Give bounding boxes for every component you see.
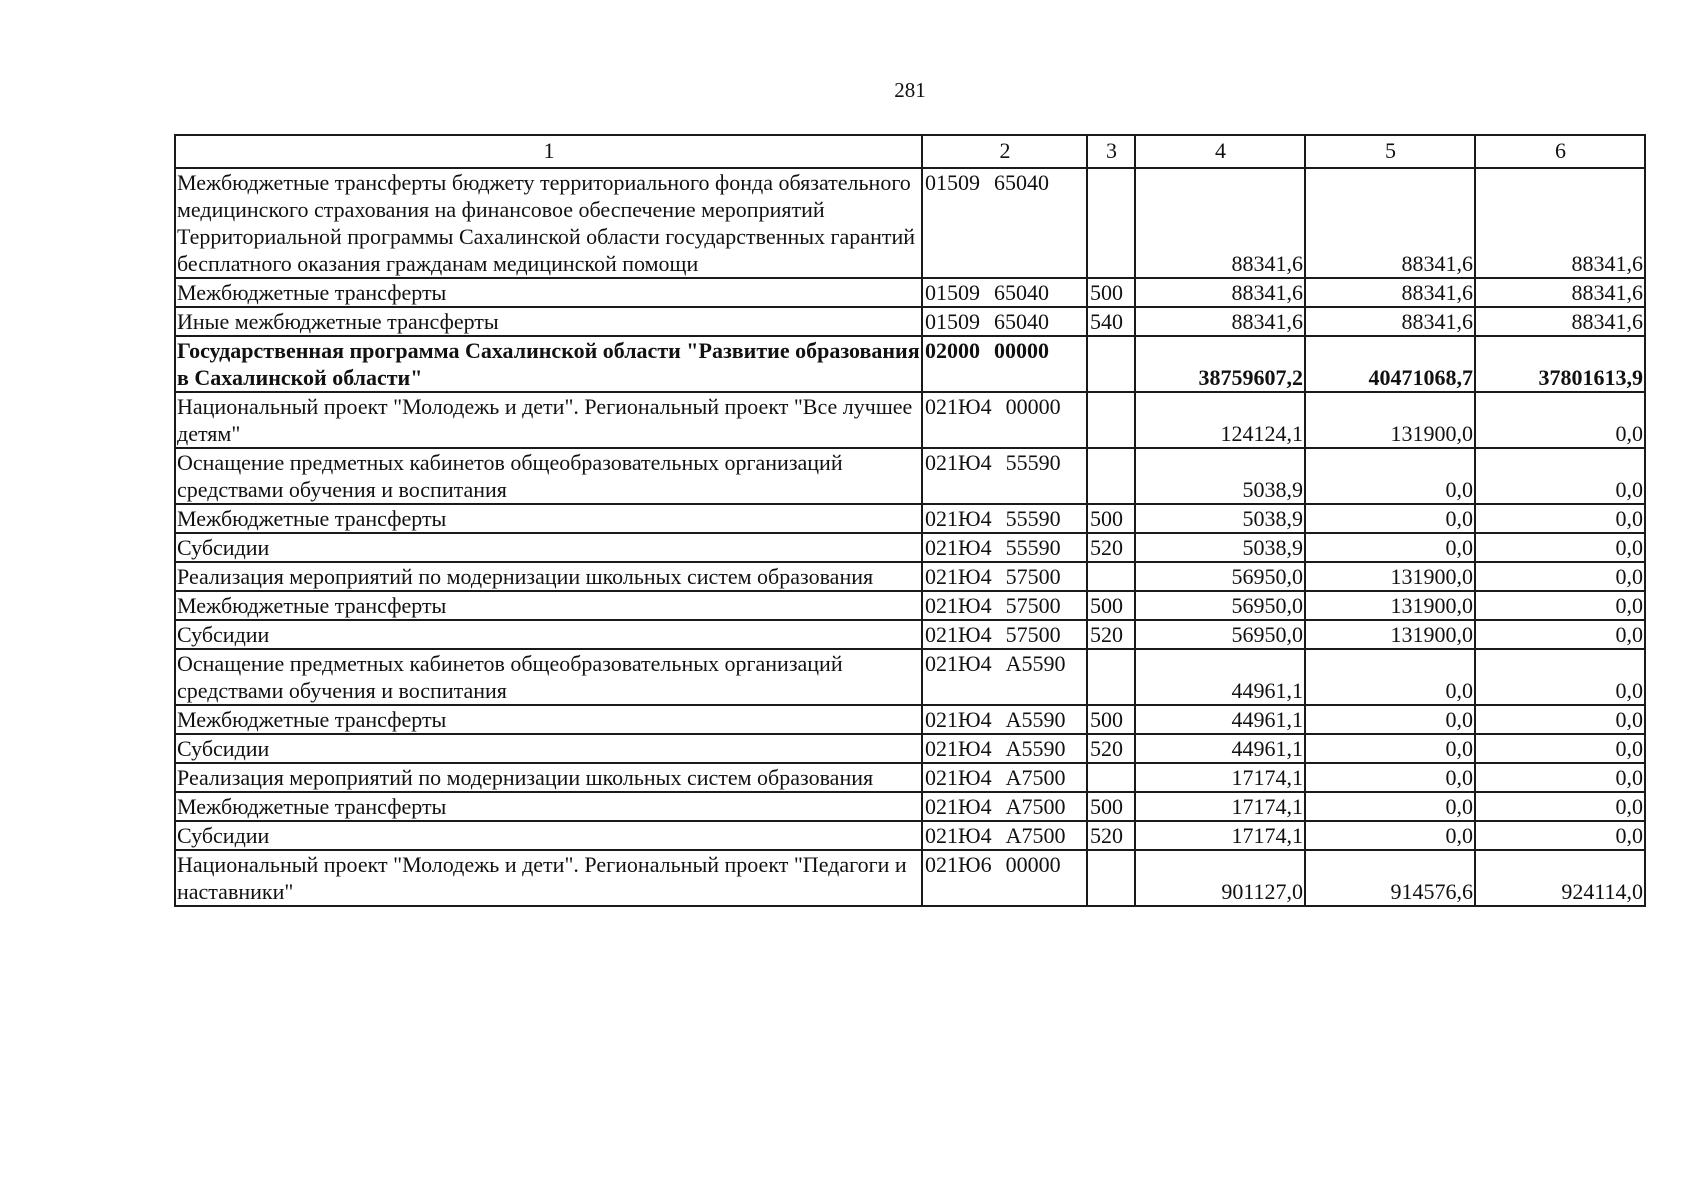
code-program: 021Ю4 — [925, 707, 992, 732]
row-value-5: 914576,6 — [1305, 850, 1475, 906]
table-row — [175, 392, 1645, 448]
row-value-5: 131900,0 — [1305, 591, 1475, 620]
row-value-4: 56950,0 — [1135, 620, 1305, 649]
row-value-6: 88341,6 — [1475, 168, 1645, 278]
code-direction: А7500 — [1005, 765, 1066, 790]
row-value-4: 44961,1 — [1135, 649, 1305, 705]
row-name: Межбюджетные трансферты — [175, 504, 922, 533]
row-code — [922, 533, 1087, 562]
row-value-4: 44961,1 — [1135, 734, 1305, 763]
row-expense-type — [1087, 763, 1135, 792]
row-code — [922, 620, 1087, 649]
header-row — [175, 135, 1645, 168]
code-program: 021Ю4 — [925, 622, 992, 647]
table-row — [175, 168, 1645, 278]
row-code — [922, 591, 1087, 620]
row-value-6: 0,0 — [1475, 705, 1645, 734]
code-program: 021Ю4 — [925, 794, 992, 819]
row-value-6: 0,0 — [1475, 734, 1645, 763]
row-code — [922, 705, 1087, 734]
row-value-6: 0,0 — [1475, 792, 1645, 821]
row-value-5: 0,0 — [1305, 734, 1475, 763]
code-program: 021Ю4 — [925, 535, 992, 560]
table-row — [175, 620, 1645, 649]
code-program: 021Ю6 — [925, 852, 992, 877]
row-value-6: 88341,6 — [1475, 278, 1645, 307]
row-expense-type: 500 — [1087, 504, 1135, 533]
table-row — [175, 278, 1645, 307]
row-value-6: 0,0 — [1475, 504, 1645, 533]
row-value-4: 17174,1 — [1135, 763, 1305, 792]
code-direction: 55590 — [1005, 506, 1061, 531]
row-expense-type: 500 — [1087, 278, 1135, 307]
row-value-4: 124124,1 — [1135, 392, 1305, 448]
row-code — [922, 734, 1087, 763]
row-value-5: 0,0 — [1305, 821, 1475, 850]
row-name: Субсидии — [175, 821, 922, 850]
row-value-4: 88341,6 — [1135, 307, 1305, 336]
code-direction: 55590 — [1005, 535, 1061, 560]
row-expense-type — [1087, 562, 1135, 591]
row-name: Субсидии — [175, 734, 922, 763]
code-direction: А7500 — [1005, 794, 1066, 819]
row-expense-type: 500 — [1087, 705, 1135, 734]
row-expense-type: 520 — [1087, 821, 1135, 850]
row-name: Субсидии — [175, 533, 922, 562]
row-expense-type: 540 — [1087, 307, 1135, 336]
row-value-5: 0,0 — [1305, 705, 1475, 734]
row-name: Оснащение предметных кабинетов общеобразовательных организаций средствами обучения и воспитания — [175, 649, 922, 705]
row-name: Реализация мероприятий по модернизации школьных систем образования — [175, 562, 922, 591]
row-expense-type: 520 — [1087, 734, 1135, 763]
code-direction: 65040 — [994, 309, 1049, 334]
table-row — [175, 763, 1645, 792]
row-value-4: 38759607,2 — [1135, 336, 1305, 392]
row-value-5: 88341,6 — [1305, 168, 1475, 278]
code-direction: 55590 — [1005, 450, 1061, 475]
row-code — [922, 168, 1087, 278]
row-value-6: 0,0 — [1475, 620, 1645, 649]
code-program: 021Ю4 — [925, 765, 992, 790]
row-value-6: 0,0 — [1475, 821, 1645, 850]
table-row — [175, 562, 1645, 591]
column-header: 5 — [1305, 135, 1475, 168]
code-program: 01509 — [925, 309, 980, 334]
row-value-6: 0,0 — [1475, 392, 1645, 448]
row-expense-type — [1087, 392, 1135, 448]
column-header: 2 — [922, 135, 1087, 168]
code-direction: 65040 — [994, 280, 1049, 305]
row-value-5: 131900,0 — [1305, 392, 1475, 448]
code-direction: 57500 — [1005, 593, 1061, 618]
row-name: Межбюджетные трансферты — [175, 705, 922, 734]
code-program: 021Ю4 — [925, 823, 992, 848]
table-row — [175, 705, 1645, 734]
column-header: 6 — [1475, 135, 1645, 168]
row-expense-type — [1087, 448, 1135, 504]
row-value-4: 44961,1 — [1135, 705, 1305, 734]
row-expense-type: 500 — [1087, 591, 1135, 620]
row-value-4: 17174,1 — [1135, 792, 1305, 821]
table-row — [175, 591, 1645, 620]
code-direction: А7500 — [1005, 823, 1066, 848]
row-name: Межбюджетные трансферты — [175, 591, 922, 620]
row-value-5: 0,0 — [1305, 649, 1475, 705]
column-header: 4 — [1135, 135, 1305, 168]
row-name: Оснащение предметных кабинетов общеобразовательных организаций средствами обучения и воспитания — [175, 448, 922, 504]
row-value-6: 924114,0 — [1475, 850, 1645, 906]
table-row — [175, 821, 1645, 850]
row-value-4: 5038,9 — [1135, 533, 1305, 562]
code-direction: А5590 — [1005, 707, 1066, 732]
row-value-4: 17174,1 — [1135, 821, 1305, 850]
row-expense-type: 500 — [1087, 792, 1135, 821]
row-name: Субсидии — [175, 620, 922, 649]
row-value-4: 5038,9 — [1135, 504, 1305, 533]
code-direction: 00000 — [1005, 394, 1061, 419]
table-row — [175, 792, 1645, 821]
row-value-5: 40471068,7 — [1305, 336, 1475, 392]
code-program: 01509 — [925, 170, 980, 195]
row-value-5: 88341,6 — [1305, 307, 1475, 336]
row-value-5: 131900,0 — [1305, 562, 1475, 591]
row-value-6: 0,0 — [1475, 562, 1645, 591]
column-header: 3 — [1087, 135, 1135, 168]
row-name: Государственная программа Сахалинской области "Развитие образования в Сахалинской области" — [175, 336, 922, 392]
row-value-4: 56950,0 — [1135, 591, 1305, 620]
row-name: Межбюджетные трансферты — [175, 278, 922, 307]
code-direction: 65040 — [994, 170, 1049, 195]
row-value-5: 131900,0 — [1305, 620, 1475, 649]
row-value-6: 0,0 — [1475, 763, 1645, 792]
table-row — [175, 533, 1645, 562]
column-header: 1 — [175, 135, 922, 168]
row-value-5: 0,0 — [1305, 448, 1475, 504]
row-value-5: 0,0 — [1305, 504, 1475, 533]
code-program: 021Ю4 — [925, 450, 992, 475]
row-value-4: 5038,9 — [1135, 448, 1305, 504]
row-value-6: 0,0 — [1475, 591, 1645, 620]
row-value-4: 56950,0 — [1135, 562, 1305, 591]
table-row — [175, 734, 1645, 763]
row-code — [922, 307, 1087, 336]
row-code — [922, 850, 1087, 906]
row-code — [922, 278, 1087, 307]
row-value-5: 0,0 — [1305, 792, 1475, 821]
row-name: Национальный проект "Молодежь и дети". Региональный проект "Педагоги и наставники" — [175, 850, 922, 906]
row-value-4: 88341,6 — [1135, 168, 1305, 278]
row-value-6: 0,0 — [1475, 448, 1645, 504]
row-code — [922, 336, 1087, 392]
row-name: Реализация мероприятий по модернизации школьных систем образования — [175, 763, 922, 792]
row-value-6: 0,0 — [1475, 649, 1645, 705]
code-program: 021Ю4 — [925, 564, 992, 589]
row-value-6: 37801613,9 — [1475, 336, 1645, 392]
code-program: 021Ю4 — [925, 506, 992, 531]
table-row — [175, 504, 1645, 533]
row-expense-type — [1087, 336, 1135, 392]
code-program: 021Ю4 — [925, 651, 992, 676]
code-direction: 00000 — [994, 338, 1049, 363]
row-code — [922, 504, 1087, 533]
row-value-6: 0,0 — [1475, 533, 1645, 562]
row-code — [922, 392, 1087, 448]
row-code — [922, 792, 1087, 821]
row-code — [922, 763, 1087, 792]
row-value-4: 901127,0 — [1135, 850, 1305, 906]
row-value-5: 0,0 — [1305, 533, 1475, 562]
row-expense-type — [1087, 850, 1135, 906]
code-direction: 00000 — [1005, 852, 1061, 877]
row-name: Иные межбюджетные трансферты — [175, 307, 922, 336]
table-row — [175, 307, 1645, 336]
table-row — [175, 336, 1645, 392]
row-code — [922, 562, 1087, 591]
row-value-4: 88341,6 — [1135, 278, 1305, 307]
code-program: 021Ю4 — [925, 593, 992, 618]
row-expense-type — [1087, 168, 1135, 278]
row-code — [922, 649, 1087, 705]
code-program: 021Ю4 — [925, 394, 992, 419]
table-row — [175, 649, 1645, 705]
row-expense-type: 520 — [1087, 620, 1135, 649]
code-program: 02000 — [925, 338, 980, 363]
row-code — [922, 448, 1087, 504]
row-value-5: 88341,6 — [1305, 278, 1475, 307]
code-direction: А5590 — [1005, 651, 1066, 676]
budget-table — [174, 134, 1646, 907]
code-direction: 57500 — [1005, 622, 1061, 647]
table-row — [175, 850, 1645, 906]
row-value-5: 0,0 — [1305, 763, 1475, 792]
row-value-6: 88341,6 — [1475, 307, 1645, 336]
row-name: Национальный проект "Молодежь и дети". Региональный проект "Все лучшее детям" — [175, 392, 922, 448]
code-program: 021Ю4 — [925, 736, 992, 761]
table-body — [175, 168, 1645, 906]
code-direction: 57500 — [1005, 564, 1061, 589]
code-program: 01509 — [925, 280, 980, 305]
row-expense-type — [1087, 649, 1135, 705]
row-expense-type: 520 — [1087, 533, 1135, 562]
row-name: Межбюджетные трансферты бюджету территориального фонда обязательного медицинского страхования на финансовое обеспечение мероприятий Территориальной программы Сахалинской области государственных гарантий бесплатного оказания гражданам медицинской помощи — [175, 168, 922, 278]
row-code — [922, 821, 1087, 850]
table-row — [175, 448, 1645, 504]
code-direction: А5590 — [1005, 736, 1066, 761]
row-name: Межбюджетные трансферты — [175, 792, 922, 821]
page-number: 281 — [894, 78, 926, 102]
